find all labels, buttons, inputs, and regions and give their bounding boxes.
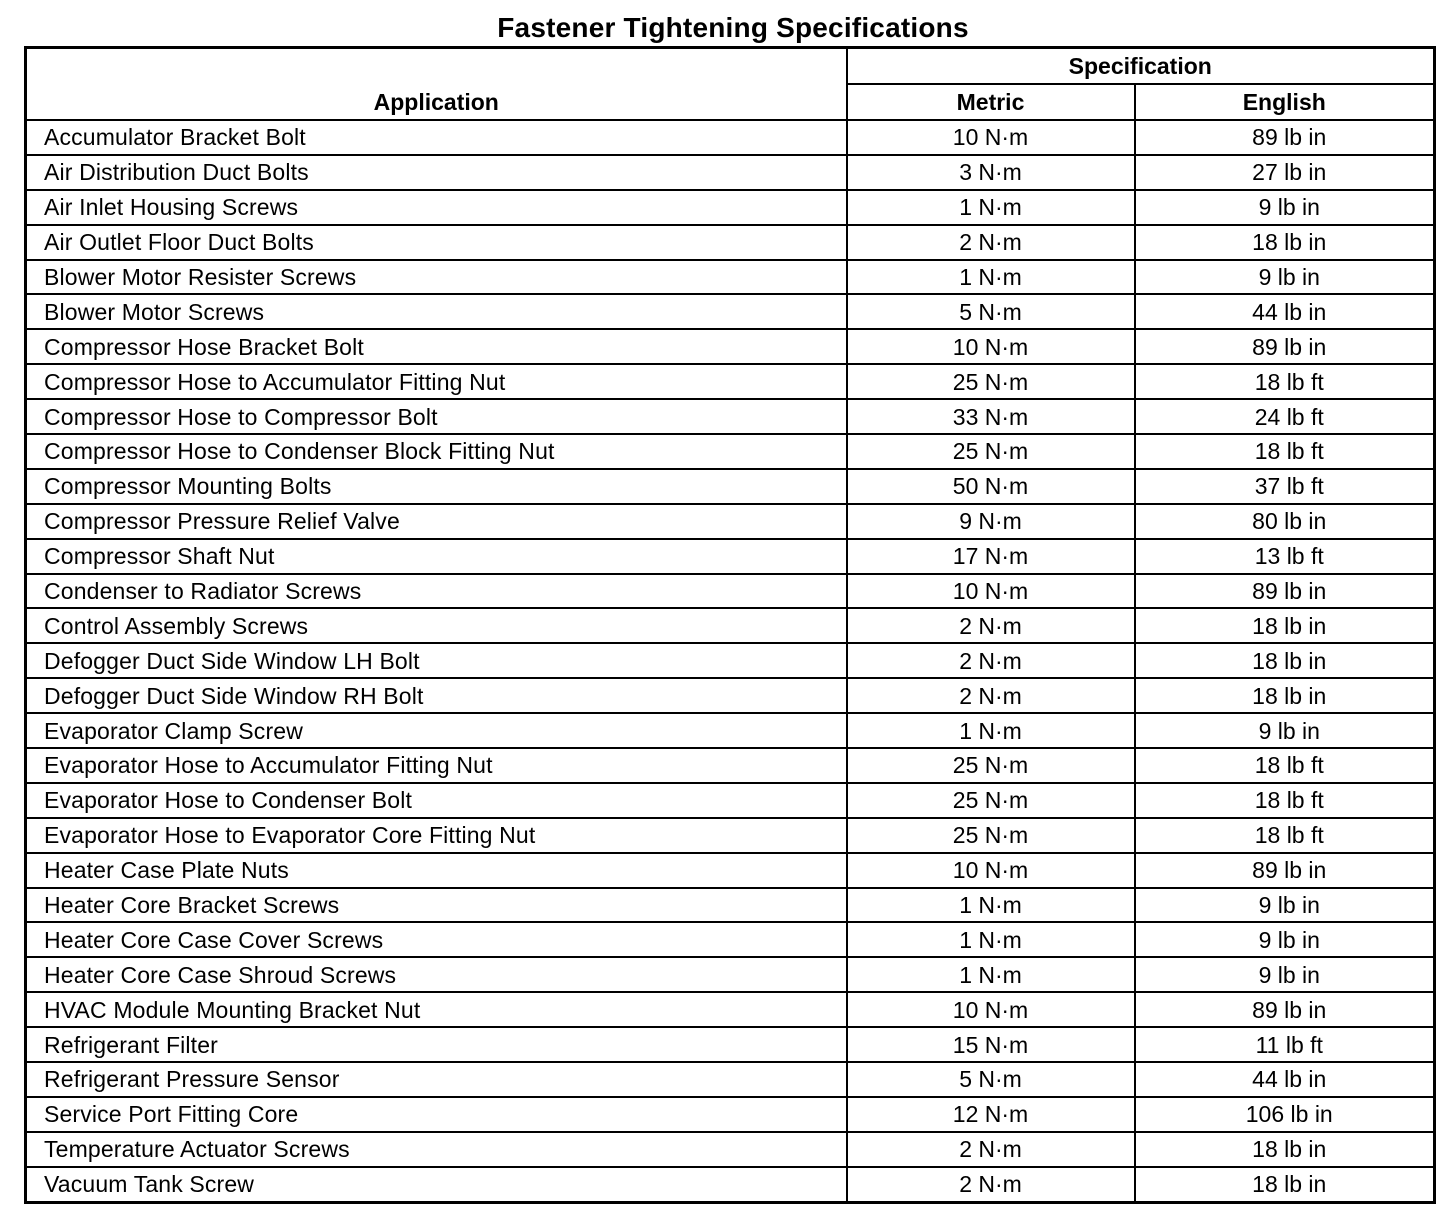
cell-english: 9 lb in xyxy=(1135,190,1435,225)
cell-metric: 25 N·m xyxy=(847,748,1135,783)
cell-english: 18 lb ft xyxy=(1135,818,1435,853)
cell-english: 9 lb in xyxy=(1135,957,1435,992)
cell-application: Air Inlet Housing Screws xyxy=(26,190,847,225)
cell-metric: 25 N·m xyxy=(847,818,1135,853)
cell-metric: 12 N·m xyxy=(847,1097,1135,1132)
cell-application: Compressor Shaft Nut xyxy=(26,539,847,574)
cell-english: 37 lb ft xyxy=(1135,469,1435,504)
table-row xyxy=(26,225,1435,260)
table-body xyxy=(26,120,1435,1202)
cell-application: HVAC Module Mounting Bracket Nut xyxy=(26,992,847,1027)
cell-metric: 2 N·m xyxy=(847,643,1135,678)
cell-metric: 1 N·m xyxy=(847,190,1135,225)
table-row xyxy=(26,1027,1435,1062)
cell-metric: 2 N·m xyxy=(847,1132,1135,1167)
table-row xyxy=(26,504,1435,539)
cell-english: 18 lb in xyxy=(1135,643,1435,678)
cell-metric: 10 N·m xyxy=(847,329,1135,364)
cell-metric: 9 N·m xyxy=(847,504,1135,539)
cell-metric: 33 N·m xyxy=(847,399,1135,434)
table-row xyxy=(26,539,1435,574)
cell-english: 89 lb in xyxy=(1135,120,1435,155)
cell-english: 18 lb ft xyxy=(1135,783,1435,818)
cell-english: 89 lb in xyxy=(1135,329,1435,364)
table-header-row xyxy=(26,48,1435,85)
cell-metric: 1 N·m xyxy=(847,713,1135,748)
cell-application: Compressor Hose to Condenser Block Fitting Nut xyxy=(26,434,847,469)
table-row xyxy=(26,1132,1435,1167)
table-row xyxy=(26,1097,1435,1132)
page-title: Fastener Tightening Specifications xyxy=(497,12,969,43)
table-row xyxy=(26,888,1435,923)
cell-english: 9 lb in xyxy=(1135,888,1435,923)
cell-english: 18 lb ft xyxy=(1135,434,1435,469)
cell-metric: 1 N·m xyxy=(847,888,1135,923)
cell-metric: 1 N·m xyxy=(847,260,1135,295)
cell-english: 89 lb in xyxy=(1135,992,1435,1027)
cell-application: Condenser to Radiator Screws xyxy=(26,574,847,609)
table-row xyxy=(26,294,1435,329)
table-row xyxy=(26,818,1435,853)
cell-english: 80 lb in xyxy=(1135,504,1435,539)
cell-application: Compressor Pressure Relief Valve xyxy=(26,504,847,539)
cell-metric: 1 N·m xyxy=(847,957,1135,992)
cell-application: Compressor Hose to Accumulator Fitting Nut xyxy=(26,364,847,399)
cell-english: 89 lb in xyxy=(1135,853,1435,888)
cell-english: 9 lb in xyxy=(1135,922,1435,957)
cell-english: 18 lb ft xyxy=(1135,364,1435,399)
cell-application: Heater Core Bracket Screws xyxy=(26,888,847,923)
cell-application: Service Port Fitting Core xyxy=(26,1097,847,1132)
table-row xyxy=(26,678,1435,713)
cell-metric: 15 N·m xyxy=(847,1027,1135,1062)
cell-application: Heater Core Case Shroud Screws xyxy=(26,957,847,992)
cell-english: 18 lb in xyxy=(1135,1167,1435,1202)
cell-metric: 10 N·m xyxy=(847,853,1135,888)
cell-english: 27 lb in xyxy=(1135,155,1435,190)
cell-application: Blower Motor Resister Screws xyxy=(26,260,847,295)
column-header-metric: Metric xyxy=(847,84,1135,120)
cell-application: Air Outlet Floor Duct Bolts xyxy=(26,225,847,260)
table-row xyxy=(26,713,1435,748)
cell-english: 24 lb ft xyxy=(1135,399,1435,434)
table-row xyxy=(26,1062,1435,1097)
cell-metric: 10 N·m xyxy=(847,992,1135,1027)
table-row xyxy=(26,364,1435,399)
cell-application: Refrigerant Filter xyxy=(26,1027,847,1062)
cell-metric: 2 N·m xyxy=(847,608,1135,643)
cell-metric: 10 N·m xyxy=(847,574,1135,609)
cell-english: 89 lb in xyxy=(1135,574,1435,609)
table-row xyxy=(26,748,1435,783)
cell-application: Defogger Duct Side Window LH Bolt xyxy=(26,643,847,678)
cell-metric: 25 N·m xyxy=(847,783,1135,818)
cell-application: Evaporator Hose to Evaporator Core Fitting Nut xyxy=(26,818,847,853)
cell-english: 18 lb in xyxy=(1135,678,1435,713)
column-header-application: Application xyxy=(26,48,847,121)
table-row xyxy=(26,783,1435,818)
cell-english: 106 lb in xyxy=(1135,1097,1435,1132)
cell-english: 18 lb in xyxy=(1135,608,1435,643)
table-row xyxy=(26,469,1435,504)
table-row xyxy=(26,399,1435,434)
cell-metric: 25 N·m xyxy=(847,364,1135,399)
cell-application: Compressor Hose Bracket Bolt xyxy=(26,329,847,364)
cell-application: Evaporator Hose to Condenser Bolt xyxy=(26,783,847,818)
cell-english: 13 lb ft xyxy=(1135,539,1435,574)
cell-application: Refrigerant Pressure Sensor xyxy=(26,1062,847,1097)
table-row xyxy=(26,155,1435,190)
cell-application: Blower Motor Screws xyxy=(26,294,847,329)
cell-metric: 2 N·m xyxy=(847,1167,1135,1202)
table-row xyxy=(26,643,1435,678)
table-row xyxy=(26,992,1435,1027)
table-row xyxy=(26,1167,1435,1202)
table-row xyxy=(26,329,1435,364)
table-row xyxy=(26,574,1435,609)
cell-application: Compressor Mounting Bolts xyxy=(26,469,847,504)
table-row xyxy=(26,434,1435,469)
cell-metric: 25 N·m xyxy=(847,434,1135,469)
cell-english: 11 lb ft xyxy=(1135,1027,1435,1062)
cell-metric: 5 N·m xyxy=(847,1062,1135,1097)
cell-application: Temperature Actuator Screws xyxy=(26,1132,847,1167)
table-row xyxy=(26,608,1435,643)
cell-application: Evaporator Hose to Accumulator Fitting Nut xyxy=(26,748,847,783)
cell-application: Air Distribution Duct Bolts xyxy=(26,155,847,190)
cell-metric: 17 N·m xyxy=(847,539,1135,574)
column-header-specification: Specification xyxy=(847,48,1435,85)
cell-english: 44 lb in xyxy=(1135,294,1435,329)
cell-application: Heater Core Case Cover Screws xyxy=(26,922,847,957)
table-row xyxy=(26,853,1435,888)
cell-application: Vacuum Tank Screw xyxy=(26,1167,847,1202)
cell-english: 9 lb in xyxy=(1135,713,1435,748)
cell-application: Control Assembly Screws xyxy=(26,608,847,643)
fastener-spec-table xyxy=(24,46,1436,1204)
table-row xyxy=(26,922,1435,957)
cell-metric: 2 N·m xyxy=(847,225,1135,260)
cell-metric: 50 N·m xyxy=(847,469,1135,504)
cell-metric: 2 N·m xyxy=(847,678,1135,713)
cell-english: 9 lb in xyxy=(1135,260,1435,295)
table-row xyxy=(26,260,1435,295)
cell-english: 44 lb in xyxy=(1135,1062,1435,1097)
cell-english: 18 lb in xyxy=(1135,1132,1435,1167)
table-row xyxy=(26,957,1435,992)
cell-application: Defogger Duct Side Window RH Bolt xyxy=(26,678,847,713)
cell-application: Heater Case Plate Nuts xyxy=(26,853,847,888)
cell-metric: 3 N·m xyxy=(847,155,1135,190)
cell-application: Accumulator Bracket Bolt xyxy=(26,120,847,155)
cell-metric: 5 N·m xyxy=(847,294,1135,329)
cell-metric: 1 N·m xyxy=(847,922,1135,957)
cell-application: Compressor Hose to Compressor Bolt xyxy=(26,399,847,434)
cell-application: Evaporator Clamp Screw xyxy=(26,713,847,748)
column-header-english: English xyxy=(1135,84,1435,120)
cell-english: 18 lb ft xyxy=(1135,748,1435,783)
cell-english: 18 lb in xyxy=(1135,225,1435,260)
table-row xyxy=(26,190,1435,225)
table-row xyxy=(26,120,1435,155)
cell-metric: 10 N·m xyxy=(847,120,1135,155)
